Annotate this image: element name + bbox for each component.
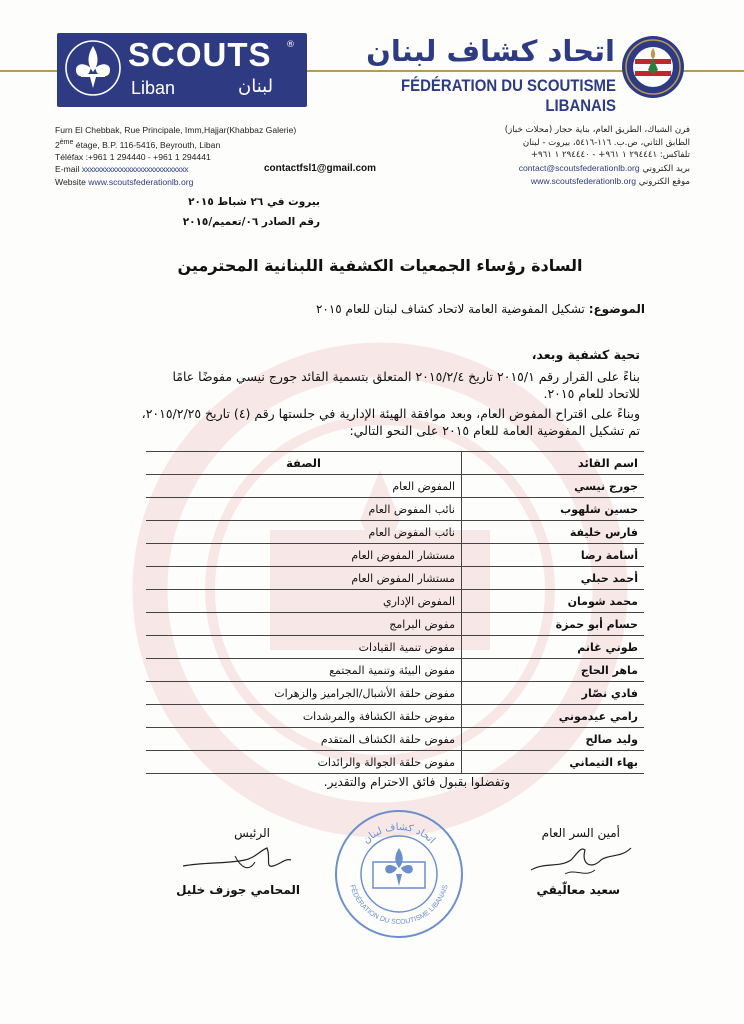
signatory-left-name: المحامي جوزف خليل bbox=[176, 883, 300, 897]
member-role: مفوض حلقة الكشافة والمرشدات bbox=[146, 705, 462, 728]
member-role: مفوض تنمية القيادات bbox=[146, 636, 462, 659]
member-role: مفوض حلقة الأشبال/الجراميز والزهرات bbox=[146, 682, 462, 705]
contact-block-arabic bbox=[420, 124, 690, 189]
member-name: بهاء التيماني bbox=[462, 751, 645, 774]
member-name: طوني غانم bbox=[462, 636, 645, 659]
svg-text:اتحاد كشاف لبنان bbox=[361, 822, 437, 847]
floor-number: 2 bbox=[55, 139, 60, 150]
signatory-left-role: الرئيس bbox=[234, 826, 270, 840]
member-role: مفوض البرامج bbox=[146, 613, 462, 636]
subject-line bbox=[150, 302, 645, 316]
closing-line: وتفضلوا بقبول فائق الاحترام والتقدير. bbox=[323, 775, 510, 789]
address-line-2 bbox=[55, 137, 355, 151]
member-name: أسامة رضا bbox=[462, 544, 645, 567]
signature-left bbox=[175, 838, 295, 878]
telefax-line-ar: تلفاكس: ٢٩٤٤٤١ ١ ٩٦١+ - ٢٩٤٤٤٠ ١ ٩٦١+ bbox=[530, 150, 690, 160]
svg-text:FÉDÉRATION DU SCOUTISME LIBANA bbox=[348, 884, 449, 926]
table-row bbox=[146, 659, 644, 682]
logo-liban-arabic: لبنان bbox=[238, 76, 274, 97]
greeting: تحية كشفية وبعد، bbox=[531, 347, 640, 362]
member-name: وليد صالح bbox=[462, 728, 645, 751]
member-name: رامي عيدموني bbox=[462, 705, 645, 728]
member-name: حسام أبو حمزة bbox=[462, 613, 645, 636]
member-name: أحمد حبلي bbox=[462, 567, 645, 590]
website-link[interactable]: www.scoutsfederationlb.org bbox=[88, 176, 194, 187]
table-row bbox=[146, 705, 644, 728]
member-name: فارس خليفة bbox=[462, 521, 645, 544]
member-role: نائب المفوض العام bbox=[146, 498, 462, 521]
member-name: حسين شلهوب bbox=[462, 498, 645, 521]
table-row bbox=[146, 544, 644, 567]
commission-table bbox=[146, 451, 644, 774]
letter-date: بيروت في ٢٦ شباط ٢٠١٥ bbox=[188, 196, 320, 208]
signature-right bbox=[525, 840, 635, 884]
website-label-ar: موقع الكتروني bbox=[638, 177, 690, 187]
member-role: مفوض حلقة الجوالة والرائدات bbox=[146, 751, 462, 774]
handwritten-email[interactable]: contactfsl1@gmail.com bbox=[264, 163, 377, 174]
table-row bbox=[146, 751, 644, 774]
logo-liban-text: Liban bbox=[131, 78, 176, 98]
federation-emblem-icon bbox=[620, 34, 686, 100]
member-role: مفوض البيئة وتنمية المجتمع bbox=[146, 659, 462, 682]
website-line bbox=[55, 176, 355, 189]
website-label: Website bbox=[55, 176, 89, 187]
email-link-ar[interactable]: contact@scoutsfederationlb.org bbox=[518, 162, 640, 173]
paragraph-1: بناءً على القرار رقم ٢٠١٥/١ تاريخ ٢٠١٥/٢/٤ المتعلق بتسمية القائد جورج نيسي مفوضًا عامًا للاتحاد للعام ٢٠١٥. bbox=[172, 369, 640, 401]
subject-text: تشكيل المفوضية العامة لاتحاد كشاف لبنان للعام ٢٠١٥ bbox=[315, 302, 589, 316]
federation-title-french: FÉDÉRATION DU SCOUTISME LIBANAIS bbox=[401, 76, 616, 115]
email-label-ar: بريد الكتروني bbox=[642, 163, 690, 174]
subject-label: الموضوع: bbox=[588, 302, 645, 316]
signatory-right-name: سعيد معالّيقي bbox=[536, 883, 620, 897]
logo-registered-mark: ® bbox=[286, 40, 295, 50]
member-role: مفوض حلقة الكشاف المتقدم bbox=[146, 728, 462, 751]
stamp-text-bottom: FÉDÉRATION DU SCOUTISME LIBANAIS bbox=[348, 883, 450, 927]
addressee-heading: السادة رؤساء الجمعيات الكشفية اللبنانية المحترمين bbox=[177, 256, 583, 275]
fleur-de-lis-icon bbox=[63, 38, 123, 98]
address-line-ar-1: فرن الشباك، الطريق العام، بناية حجار (محلات خباز) bbox=[504, 125, 690, 135]
email-label: E-mail bbox=[55, 164, 82, 175]
member-name: جورج نيسي bbox=[462, 475, 645, 498]
member-name: فادي نصّار bbox=[462, 682, 645, 705]
member-role: المفوض العام bbox=[146, 475, 462, 498]
member-role: مستشار المفوض العام bbox=[146, 544, 462, 567]
column-header-role: الصفة bbox=[146, 452, 462, 475]
member-role: المفوض الإداري bbox=[146, 590, 462, 613]
federation-title-arabic: اتحاد كشاف لبنان bbox=[366, 34, 615, 68]
table-body bbox=[146, 475, 644, 774]
email-value-redacted: xxxxxxxxxxxxxxxxxxxxxxxxxxxx bbox=[81, 164, 189, 175]
address-line-1: Furn El Chebbak, Rue Principale, Imm,Hajjar(Khabbaz Galerie) bbox=[55, 125, 297, 135]
paragraph-2: وبناءً على اقتراح المفوض العام، وبعد موافقة الهيئة الإدارية في جلستها رقم (٤) تاريخ ٢٠١٥/٢/٢٥، تم تشكيل المفوضية العامة للعام ٢٠١٥ على النحو التالي: bbox=[141, 406, 640, 438]
member-name: ماهر الحاج bbox=[462, 659, 645, 682]
floor-suffix: ème bbox=[59, 138, 74, 146]
table-row bbox=[146, 682, 644, 705]
letter-reference: رقم الصادر ٠٦/تعميم/٢٠١٥ bbox=[182, 216, 320, 228]
table-row bbox=[146, 590, 644, 613]
website-link-ar[interactable]: www.scoutsfederationlb.org bbox=[530, 176, 637, 186]
table-row bbox=[146, 567, 644, 590]
member-role: مستشار المفوض العام bbox=[146, 567, 462, 590]
telefax-line: Téléfax :+961 1 294440 - +961 1 294441 bbox=[55, 151, 211, 162]
federation-stamp bbox=[333, 808, 465, 940]
logo-scouts-text: SCOUTS bbox=[128, 36, 272, 73]
address-rest: étage, B.P. 116-5416, Beyrouth, Liban bbox=[73, 139, 221, 150]
email-line-ar bbox=[420, 162, 690, 176]
table-header-row bbox=[146, 452, 644, 475]
member-name: محمد شومان bbox=[462, 590, 645, 613]
stamp-text-top: اتحاد كشاف لبنان bbox=[361, 821, 438, 847]
column-header-name: اسم القائد bbox=[462, 452, 645, 475]
table-row bbox=[146, 636, 644, 659]
signatory-right-role: أمين السر العام bbox=[541, 826, 620, 840]
address-line-ar-2: الطابق الثاني، ص.ب. ١١٦-٥٤١٦، بيروت - لبنان bbox=[522, 137, 690, 148]
table-row bbox=[146, 475, 644, 498]
contact-block-french bbox=[55, 124, 355, 188]
table-row bbox=[146, 613, 644, 636]
member-role: نائب المفوض العام bbox=[146, 521, 462, 544]
table-row bbox=[146, 728, 644, 751]
table-row bbox=[146, 498, 644, 521]
table-row bbox=[146, 521, 644, 544]
website-line-ar bbox=[420, 175, 690, 189]
